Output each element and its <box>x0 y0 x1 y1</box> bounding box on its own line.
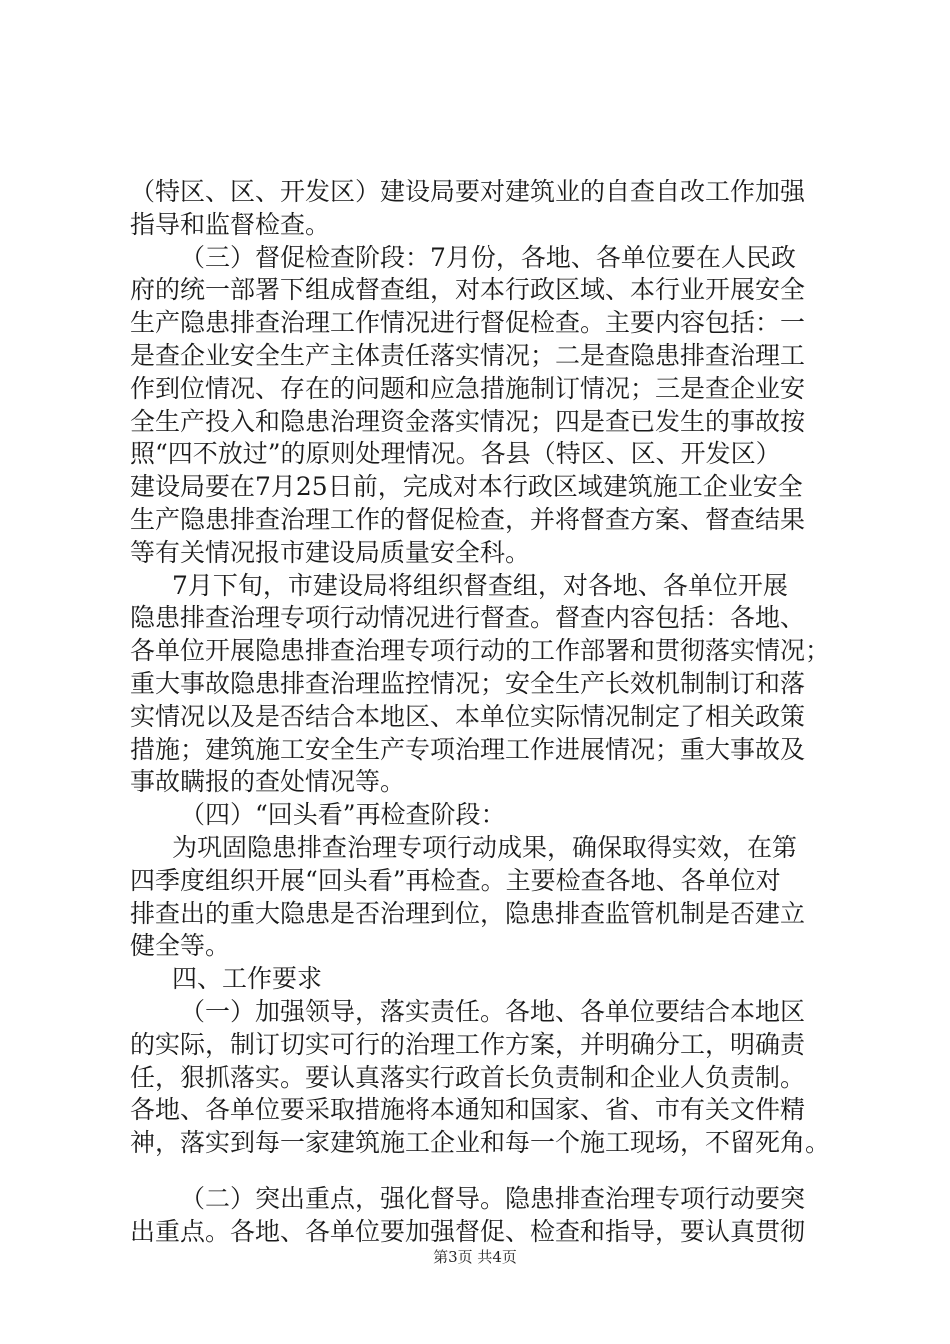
section-heading: 四、工作要求 <box>172 964 323 994</box>
paragraph-line: 各单位开展隐患排查治理专项行动的工作部署和贯彻落实情况； <box>130 636 831 666</box>
document-body <box>130 176 830 1249</box>
paragraph-line: 为巩固隐患排查治理专项行动成果，确保取得实效，在第 <box>172 832 798 862</box>
paragraph-line: 实情况以及是否结合本地区、本单位实际情况制定了相关政策 <box>130 701 806 731</box>
paragraph-line: 事故瞒报的查处情况等。 <box>130 767 406 797</box>
paragraph-line: 四季度组织开展“回头看”再检查。主要检查各地、各单位对 <box>130 865 781 895</box>
paragraph-line: （一）加强领导，落实责任。各地、各单位要结合本地区 <box>180 996 806 1026</box>
paragraph-line: 7月下旬，市建设局将组织督查组，对各地、各单位开展 <box>172 570 788 600</box>
paragraph-line: 健全等。 <box>130 931 231 961</box>
section-heading: （四）“回头看”再检查阶段： <box>180 800 506 830</box>
paragraph-line: 是查企业安全生产主体责任落实情况；二是查隐患排查治理工 <box>130 340 806 370</box>
paragraph-line: 神，落实到每一家建筑施工企业和每一个施工现场，不留死角。 <box>130 1128 831 1158</box>
paragraph-line: 任，狠抓落实。要认真落实行政首长负责制和企业人负责制。 <box>130 1062 806 1092</box>
paragraph-line: 作到位情况、存在的问题和应急措施制订情况；三是查企业安 <box>130 373 806 403</box>
paragraph-line: 措施；建筑施工安全生产专项治理工作进展情况；重大事故及 <box>130 734 806 764</box>
paragraph-line: 府的统一部署下组成督查组，对本行政区域、本行业开展安全 <box>130 275 806 305</box>
paragraph-line: 建设局要在7月25日前，完成对本行政区域建筑施工企业安全 <box>130 472 803 502</box>
paragraph-line: 的实际，制订切实可行的治理工作方案，并明确分工，明确责 <box>130 1029 806 1059</box>
paragraph-line: 等有关情况报市建设局质量安全科。 <box>130 537 531 567</box>
paragraph-line: 各地、各单位要采取措施将本通知和国家、省、市有关文件精 <box>130 1095 806 1125</box>
paragraph-line: 指导和监督检查。 <box>130 209 331 239</box>
paragraph-line: 隐患排查治理专项行动情况进行督查。督查内容包括：各地、 <box>130 603 806 633</box>
page-number-footer: 第3页 共4页 <box>433 1248 517 1266</box>
paragraph-line: 排查出的重大隐患是否治理到位，隐患排查监管机制是否建立 <box>130 898 806 928</box>
paragraph-line: 出重点。各地、各单位要加强督促、检查和指导，要认真贯彻 <box>130 1216 806 1246</box>
paragraph-line: （三）督促检查阶段：7月份，各地、各单位要在人民政 <box>180 242 796 272</box>
paragraph-line: （二）突出重点，强化督导。隐患排查治理专项行动要突 <box>180 1183 806 1213</box>
paragraph-line: （特区、区、开发区）建设局要对建筑业的自查自改工作加强 <box>130 177 806 206</box>
paragraph-line: 生产隐患排查治理工作的督促检查，并将督查方案、督查结果 <box>130 504 806 534</box>
paragraph-line: 生产隐患排查治理工作情况进行督促检查。主要内容包括：一 <box>130 308 806 338</box>
paragraph-gap <box>130 1160 830 1183</box>
paragraph-line: 照“四不放过”的原则处理情况。各县（特区、区、开发区） <box>130 439 781 469</box>
paragraph-line: 重大事故隐患排查治理监控情况；安全生产长效机制制订和落 <box>130 668 806 698</box>
paragraph-line: 全生产投入和隐患治理资金落实情况；四是查已发生的事故按 <box>130 406 806 436</box>
